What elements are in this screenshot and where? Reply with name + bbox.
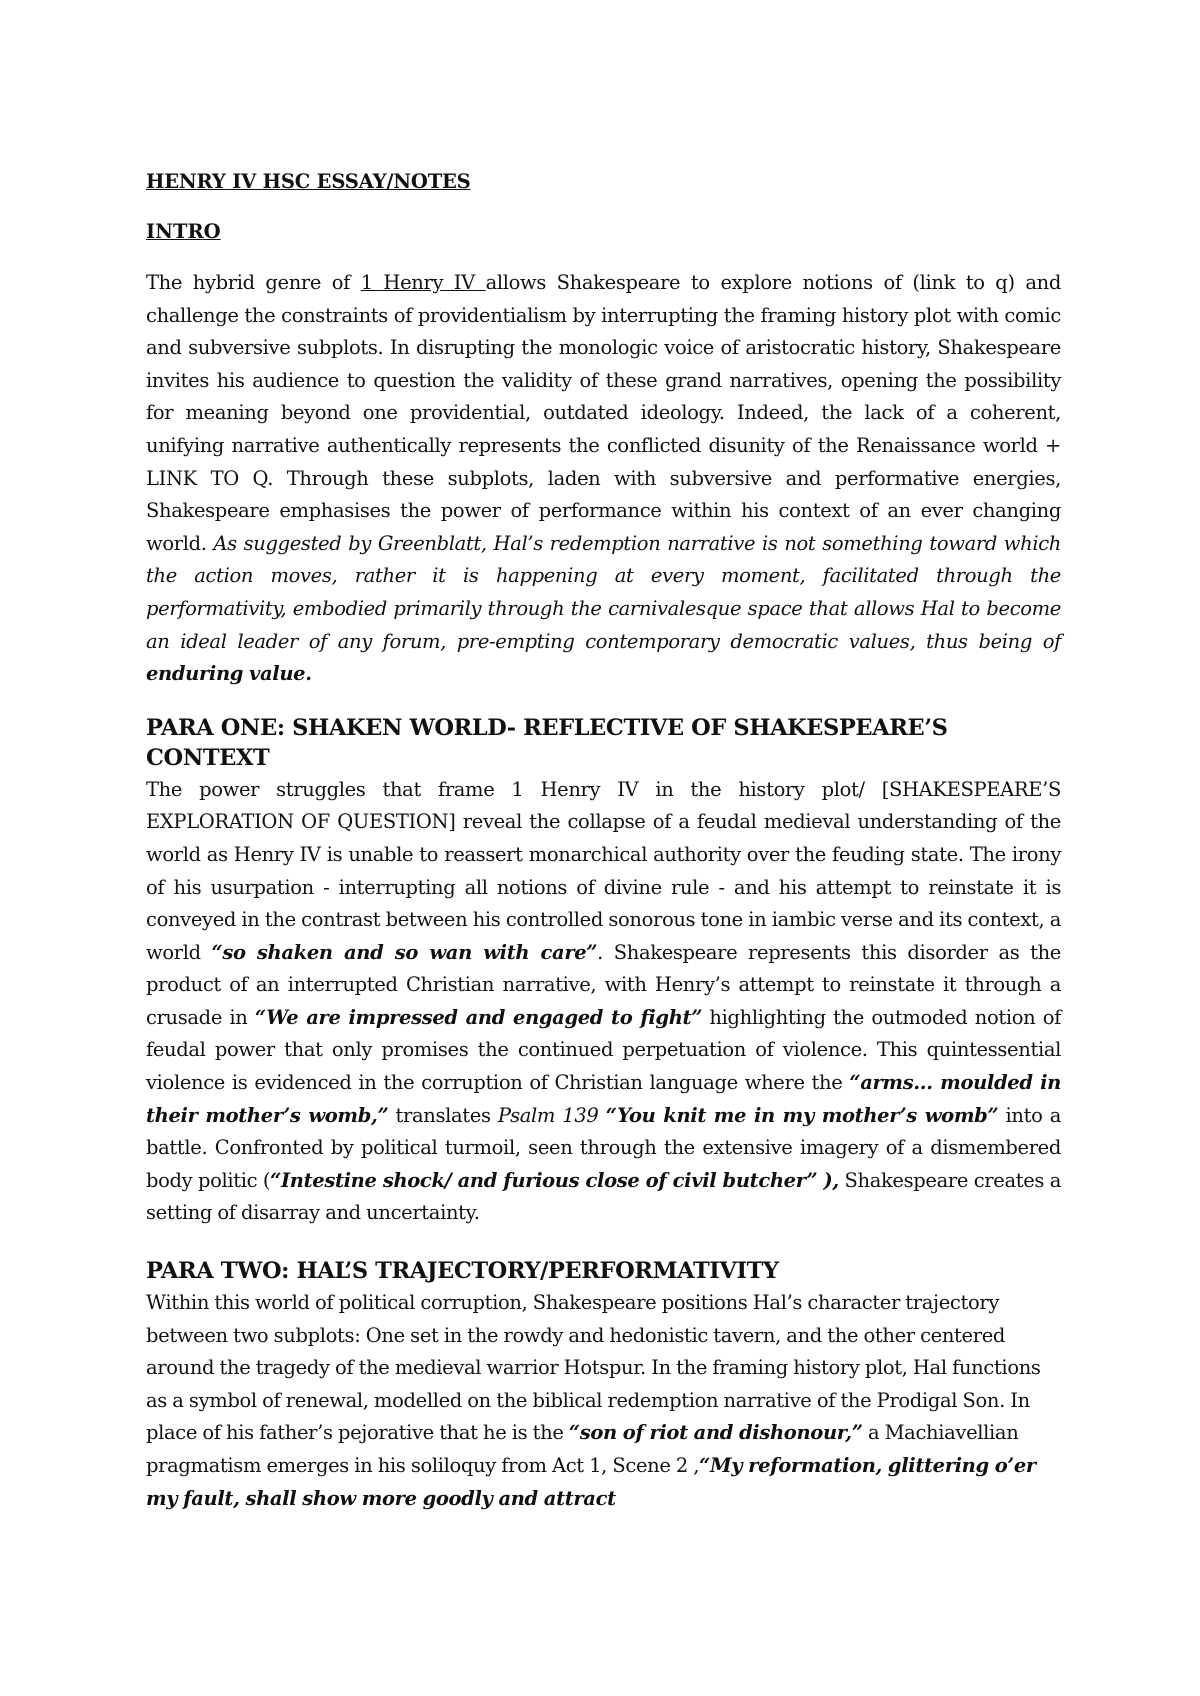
intro-greenblatt-italic: As suggested by Greenblatt, Hal’s redemption narrative is not something toward which the action moves, rather it is happening at every moment, facilitated through the performativity, embodied primarily through the carnivalesque space that allows Hal to become an ideal leader of any forum, pre-empting contemporary democratic values, thus being of bbox=[146, 531, 1061, 653]
para-one-text-3: highlighting the outmoded notion of feudal power that only promises the continued perpetuation of violence. This quintessential violence is evidenced in the corruption of Christian language where the bbox=[146, 1005, 1061, 1095]
para-one-text-4: translates bbox=[388, 1103, 498, 1127]
intro-enduring-value: enduring value. bbox=[146, 662, 312, 686]
quote-arms: “arms... moulded in their mother’s womb,” bbox=[146, 1071, 1061, 1127]
para-one-text-2: . Shakespeare represents this disorder as the product of an interrupted Christian narrative, with Henry’s attempt to reinstate it through a crusade in bbox=[146, 940, 1061, 1029]
para-two-paragraph bbox=[146, 1287, 1061, 1515]
para-one-text-7: Shakespeare creates a setting of disarray and uncertainty. bbox=[146, 1168, 1061, 1225]
intro-text-1: The hybrid genre of bbox=[146, 271, 361, 294]
para-one-text-6: into a battle. Confronted by political turmoil, seen through the extensive imagery of a dismembered body politic ( bbox=[146, 1103, 1061, 1192]
para-one-text-1: The power struggles that frame 1 Henry IV in the history plot/ [SHAKESPEARE’S EXPLORATION OF QUESTION] reveal the collapse of a feudal medieval understanding of the world as Henry IV is unable to reassert monarchical authority over the feuding state. The irony of his usurpation - interrupting all notions of divine rule - and his attempt to reinstate it is conveyed in the contrast between his controlled sonorous tone in iambic verse and its context, a world bbox=[146, 777, 1061, 964]
document-body bbox=[146, 168, 1061, 1515]
quote-intestine: “Intestine shock/ and furious close of civil butcher” ), bbox=[270, 1168, 839, 1192]
para-two-text-1: Within this world of political corruption, Shakespeare positions Hal’s character trajectory between two subplots: One set in the rowdy and hedonistic tavern, and the other centered around the tragedy of the medieval warrior Hotspur. In the framing history plot, Hal functions as a symbol of renewal, modelled on the biblical redemption narrative of the Prodigal Son. In place of his father’s pejorative that he is the bbox=[146, 1291, 1041, 1445]
intro-paragraph bbox=[146, 267, 1061, 691]
quote-impressed: “We are impressed and engaged to fight” bbox=[254, 1005, 703, 1029]
quote-knit: “You knit me in my mother’s womb” bbox=[605, 1103, 999, 1127]
para-two-text-2: a Machiavellian pragmatism emerges in his soliloquy from Act 1, Scene 2 , bbox=[146, 1421, 1019, 1477]
quote-son-of-riot: “son of riot and dishonour,” bbox=[568, 1421, 863, 1445]
para-two-heading: PARA TWO: HAL’S TRAJECTORY/PERFORMATIVITY bbox=[146, 1258, 779, 1285]
intro-text-2: allows Shakespeare to explore notions of (link to q) and challenge the constraints of providentialism by interrupting the framing history plot with comic and subversive subplots. In disrupting the monologic voice of aristocratic history, Shakespeare invites his audience to question the validity of these grand narratives, opening the possibility for meaning beyond one providential, outdated ideology. Indeed, the lack of a coherent, unifying narrative authentically represents the conflicted disunity of the Renaissance world + LINK TO Q. Through these subplots, laden with subversive and performative energies, Shakespeare emphasises the power of performance within his context of an ever changing world. bbox=[146, 271, 1061, 555]
para-one-paragraph bbox=[146, 774, 1061, 1230]
document-title: HENRY IV HSC ESSAY/NOTES bbox=[146, 170, 471, 193]
play-title: 1 Henry IV bbox=[360, 271, 486, 294]
intro-heading: INTRO bbox=[146, 220, 221, 243]
quote-reformation: “My reformation, glittering o’er my fault, shall show more goodly and attract bbox=[146, 1454, 1036, 1510]
psalm-reference: Psalm 139 bbox=[497, 1103, 599, 1127]
quote-shaken: “so shaken and so wan with care” bbox=[211, 940, 598, 964]
para-one-text-5 bbox=[598, 1104, 605, 1127]
para-one-heading: PARA ONE: SHAKEN WORLD- REFLECTIVE OF SHAKESPEARE’S CONTEXT bbox=[146, 714, 948, 771]
